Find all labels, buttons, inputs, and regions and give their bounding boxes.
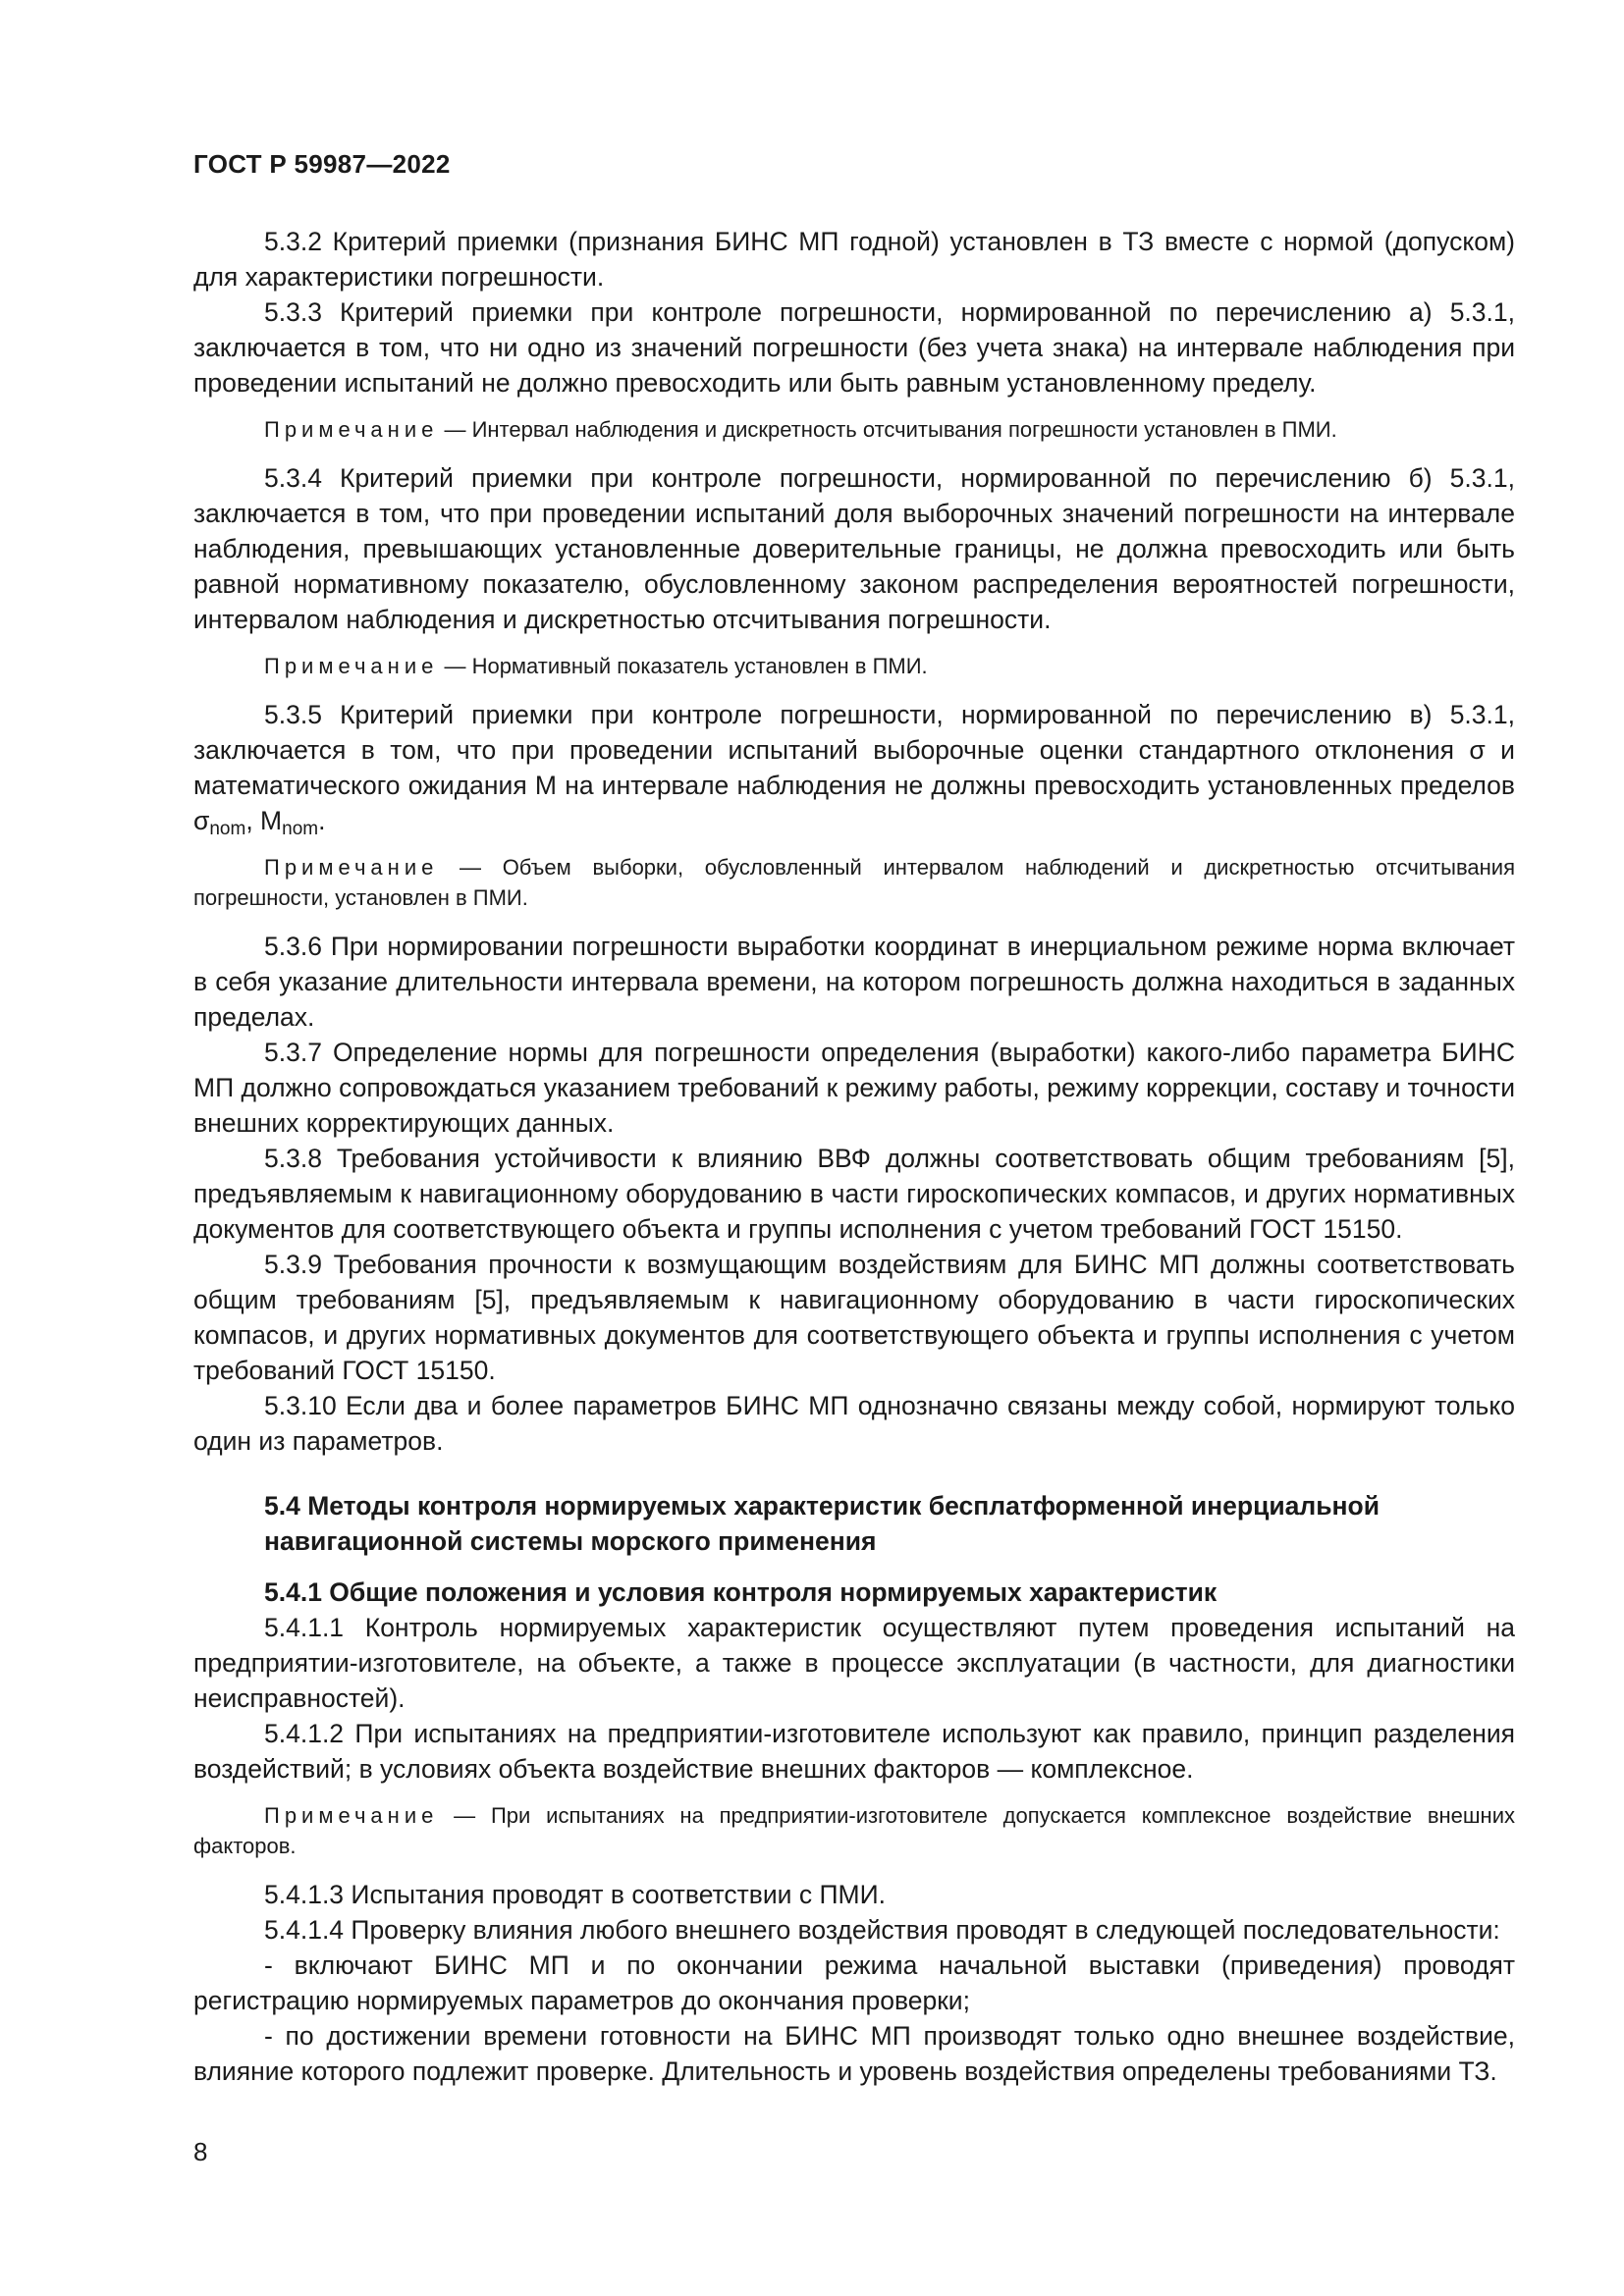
paragraph-5-4-1-4: 5.4.1.4 Проверку влияния любого внешнего воздействия проводят в следующей последовательности: <box>264 1915 1500 1945</box>
paragraph-5-3-10: 5.3.10 Если два и более параметров БИНС МП однозначно связаны между собой, нормируют только один из параметров. <box>193 1391 1515 1456</box>
page-number: 8 <box>193 2137 208 2166</box>
paragraph-text: 5.3.5 Критерий приемки при контроле погрешности, нормированной по перечислению в) 5.3.1, заключается в том, что при проведении испытаний выборочные оценки стандартного отклонения σ и математического ожидания М на интервале наблюдения не должны превосходить установленных пределов <box>193 700 1515 800</box>
paragraph-5-3-4: 5.3.4 Критерий приемки при контроле погрешности, нормированной по перечислению б) 5.3.1, заключается в том, что при проведении испытаний доля выборочных значений погрешности на интервале наблюдения, превышающих установленные доверительные границы, не должна превосходить или быть равной нормативному показателю, обусловленному законом распределения вероятностей погрешности, интервалом наблюдения и дискретностью отсчитывания погрешности. <box>193 463 1515 634</box>
note-label: Примечание <box>264 1803 439 1828</box>
document-id-header: ГОСТ Р 59987—2022 <box>193 149 451 179</box>
paragraph-5-3-2: 5.3.2 Критерий приемки (признания БИНС МП годной) установлен в ТЗ вместе с нормой (допуском) для характеристики погрешности. <box>193 227 1515 292</box>
list-item: - включают БИНС МП и по окончании режима начальной выставки (приведения) проводят регистрацию нормируемых параметров до окончания проверки; <box>193 1950 1515 2015</box>
note-2 <box>193 651 1515 681</box>
sigma-symbol: σ <box>193 806 210 835</box>
subscript-nom: nom <box>209 819 246 839</box>
subsection-heading-5-4-1: 5.4.1 Общие положения и условия контроля нормируемых характеристик <box>264 1577 1218 1607</box>
note-label: Примечание <box>264 855 439 880</box>
list-item: - по достижении времени готовности на БИНС МП производят только одно внешнее воздействие, влияние которого подлежит проверке. Длительность и уровень воздействия определены требованиями ТЗ. <box>193 2021 1515 2086</box>
paragraph-5-3-5 <box>193 697 1515 838</box>
note-text: — При испытаниях на предприятии-изготовителе допускается комплексное воздействие внешних факторов. <box>193 1803 1515 1858</box>
paragraph-5-3-9: 5.3.9 Требования прочности к возмущающим воздействиям для БИНС МП должны соответствовать общим требованиям [5], предъявляемым к навигационному оборудованию в части гироскопических компасов, и других нормативных документов для соответствующего объекта и группы исполнения с учетом требований ГОСТ 15150. <box>193 1250 1515 1385</box>
paragraph-5-4-1-2: 5.4.1.2 При испытаниях на предприятии-изготовителе используют как правило, принцип разделения воздействий; в условиях объекта воздействие внешних факторов — комплексное. <box>193 1719 1515 1784</box>
note-4 <box>193 1800 1515 1861</box>
paragraph-5-4-1-3: 5.4.1.3 Испытания проводят в соответствии с ПМИ. <box>264 1880 886 1909</box>
paragraph-5-3-8: 5.3.8 Требования устойчивости к влиянию ВВФ должны соответствовать общим требованиям [5], предъявляемым к навигационному оборудованию в части гироскопических компасов, и других нормативных документов для соответствующего объекта и группы исполнения с учетом требований ГОСТ 15150. <box>193 1144 1515 1244</box>
separator-m: , М <box>245 806 283 835</box>
paragraph-5-4-1-1: 5.4.1.1 Контроль нормируемых характеристик осуществляют путем проведения испытаний на предприятии-изготовителе, на объекте, а также в процессе эксплуатации (в частности, для диагностики неисправностей). <box>193 1613 1515 1713</box>
subscript-nom: nom <box>282 819 319 839</box>
paragraph-5-3-7: 5.3.7 Определение нормы для погрешности определения (выработки) какого-либо параметра БИНС МП должно сопровождаться указанием требований к режиму работы, режиму коррекции, составу и точности внешних корректирующих данных. <box>193 1038 1515 1138</box>
period: . <box>318 806 326 835</box>
note-3 <box>193 852 1515 913</box>
note-label: Примечание <box>264 417 439 442</box>
note-1 <box>193 414 1515 445</box>
paragraph-5-3-6: 5.3.6 При нормировании погрешности выработки координат в инерциальном режиме норма включает в себя указание длительности интервала времени, на котором погрешность должна находиться в заданных пределах. <box>193 932 1515 1032</box>
section-heading-5-4: 5.4 Методы контроля нормируемых характеристик бесплатформенной инерциальной навигационной системы морского применения <box>264 1491 1380 1556</box>
main-content <box>193 224 1515 2089</box>
note-label: Примечание <box>264 654 439 678</box>
paragraph-5-3-3: 5.3.3 Критерий приемки при контроле погрешности, нормированной по перечислению а) 5.3.1, заключается в том, что ни одно из значений погрешности (без учета знака) на интервале наблюдения при проведении испытаний не должно превосходить или быть равным установленному пределу. <box>193 297 1515 398</box>
note-text: — Объем выборки, обусловленный интервалом наблюдений и дискретностью отсчитывания погрешности, установлен в ПМИ. <box>193 855 1515 910</box>
note-text: — Нормативный показатель установлен в ПМИ. <box>438 654 928 678</box>
note-text: — Интервал наблюдения и дискретность отсчитывания погрешности установлен в ПМИ. <box>438 417 1337 442</box>
